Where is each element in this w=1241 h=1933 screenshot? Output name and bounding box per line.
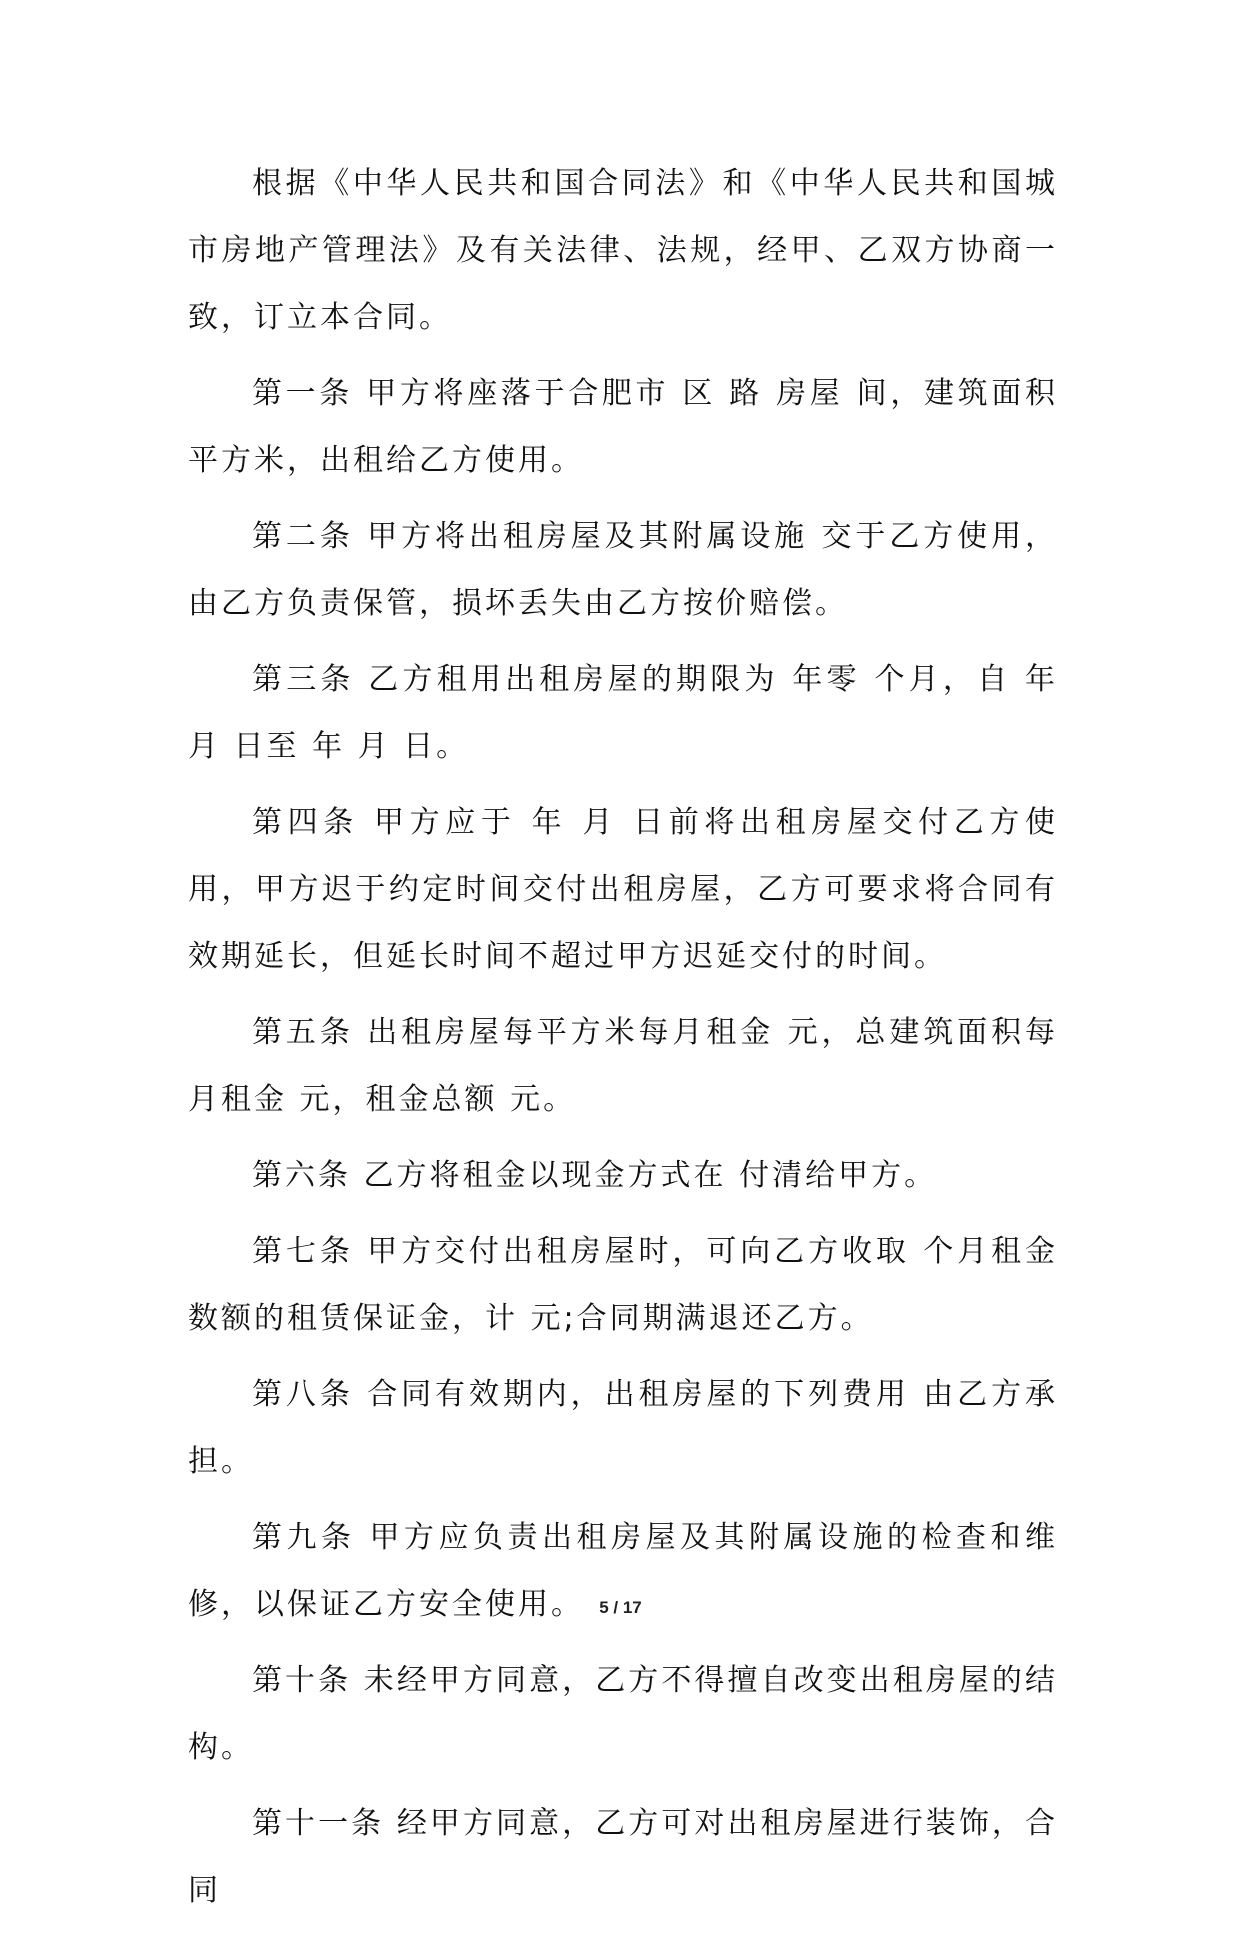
paragraph-article-2: 第二条 甲方将出租房屋及其附属设施 交于乙方使用，由乙方负责保管，损坏丢失由乙方按价赔偿。 xyxy=(188,519,1058,621)
page-number: 5 / 17 xyxy=(599,1598,642,1617)
paragraph-article-3: 第三条 乙方租用出租房屋的期限为 年零 个月，自 年 月 日至 年 月 日。 xyxy=(188,662,1071,764)
paragraph-article-1: 第一条 甲方将座落于合肥市 区 路 房屋 间，建筑面积 平方米，出租给乙方使用。 xyxy=(188,376,1071,478)
document-body xyxy=(188,150,1071,1933)
paragraph-article-11: 第十一条 经甲方同意，乙方可对出租房屋进行装饰，合同 xyxy=(188,1806,1058,1908)
paragraph-article-8: 第八条 合同有效期内，出租房屋的下列费用 由乙方承担。 xyxy=(188,1377,1058,1479)
paragraph-preamble: 根据《中华人民共和国合同法》和《中华人民共和国城市房地产管理法》及有关法律、法规，经甲、乙双方协商一致，订立本合同。 xyxy=(188,166,1058,335)
paragraph-article-10: 第十条 未经甲方同意，乙方不得擅自改变出租房屋的结构。 xyxy=(188,1663,1058,1765)
paragraph-article-5: 第五条 出租房屋每平方米每月租金 元，总建筑面积每月租金 元，租金总额 元。 xyxy=(188,1015,1058,1117)
paragraph-article-6: 第六条 乙方将租金以现金方式在 付清给甲方。 xyxy=(252,1158,938,1193)
paragraph-article-7: 第七条 甲方交付出租房屋时，可向乙方收取 个月租金数额的租赁保证金，计 元;合同期满退还乙方。 xyxy=(188,1234,1058,1336)
paragraph-article-4: 第四条 甲方应于 年 月 日前将出租房屋交付乙方使用，甲方迟于约定时间交付出租房屋，乙方可要求将合同有效期延长，但延长时间不超过甲方迟延交付的时间。 xyxy=(188,805,1058,974)
paragraph-article-9: 第九条 甲方应负责出租房屋及其附属设施的检查和维修，以保证乙方安全使用。 xyxy=(188,1520,1058,1622)
